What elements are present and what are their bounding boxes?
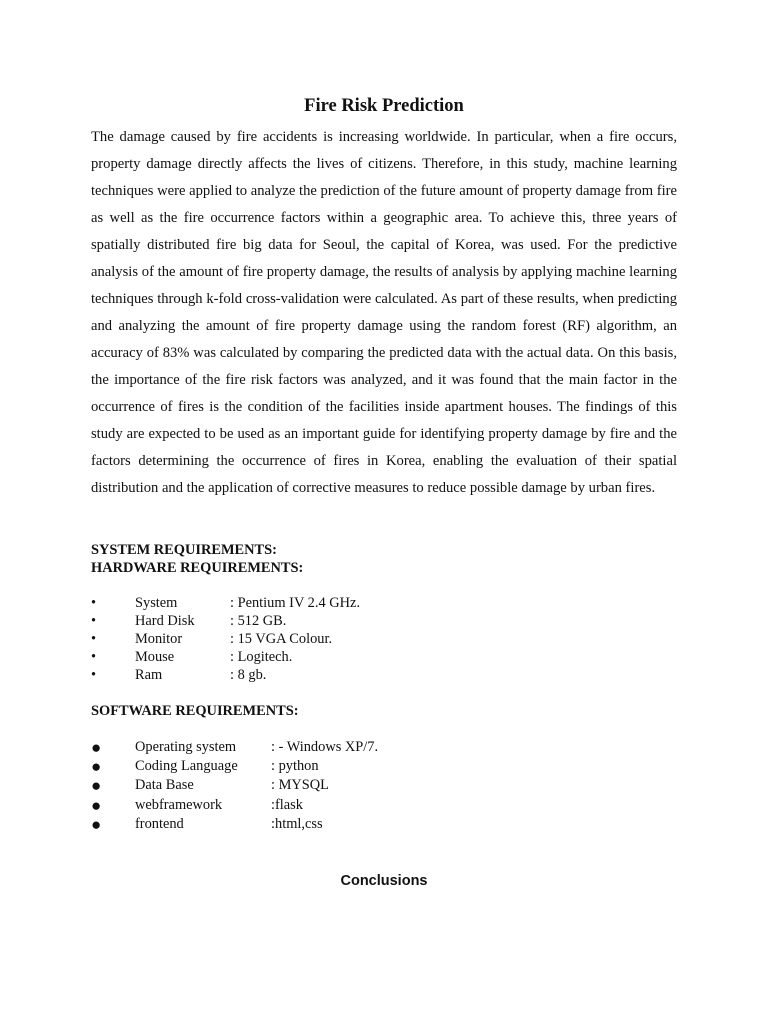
- requirement-value: : MYSQL: [271, 777, 329, 794]
- bullet-icon: ●: [91, 776, 102, 796]
- bullet-icon: •: [91, 649, 97, 665]
- bullet-icon: •: [91, 613, 97, 629]
- requirement-value: : Pentium IV 2.4 GHz.: [230, 595, 361, 611]
- requirement-label: Operating system: [135, 739, 237, 755]
- requirement-label: Coding Language: [135, 758, 238, 775]
- system-requirements-heading: SYSTEM REQUIREMENTS:: [91, 542, 277, 558]
- requirement-label: webframework: [135, 796, 223, 813]
- bullet-icon: •: [91, 631, 97, 647]
- bullet-icon: ●: [91, 795, 102, 815]
- software-requirements-heading: SOFTWARE REQUIREMENTS:: [91, 703, 299, 719]
- requirement-label: Data Base: [135, 777, 194, 794]
- requirement-value: : python: [271, 758, 319, 775]
- bullet-icon: ●: [91, 757, 102, 777]
- requirement-value: : 15 VGA Colour.: [230, 631, 333, 647]
- bullet-icon: •: [91, 667, 97, 683]
- requirement-value: :flask: [271, 796, 303, 813]
- conclusions-heading: Conclusions: [340, 873, 428, 889]
- bullet-icon: •: [91, 595, 97, 611]
- bullet-icon: ●: [91, 738, 102, 757]
- requirement-label: frontend: [135, 815, 184, 832]
- requirement-label: System: [135, 595, 178, 611]
- bullet-icon: ●: [91, 814, 102, 834]
- requirement-value: : - Windows XP/7.: [271, 739, 379, 755]
- requirement-label: Monitor: [135, 631, 183, 647]
- requirement-label: Hard Disk: [135, 613, 195, 629]
- abstract-paragraph: The damage caused by fire accidents is increasing worldwide. In particular, when a fire occurs, property damage directly affects the lives of citizens. Therefore, in this study, machine learning techniques were applied to analyze the prediction of the future amount of property damage from fire as well as the fire occurrence factors within a geographic area. To achieve this, three years of spatially distributed fire big data for Seoul, the capital of Korea, was used. For the predictive analysis of the amount of fire property damage, the results of analysis by applying machine learning techniques through k-fold cross-validation were calculated. As part of these results, when predicting and analyzing the amount of fire property damage using the random forest (RF) algorithm, an accuracy of 83% was calculated by comparing the predicted data with the actual data. On this basis, the importance of the fire risk factors was analyzed, and it was found that the main factor in the occurrence of fires is the condition of the facilities inside apartment houses. The findings of this study are expected to be used as an important guide for identifying property damage by fire and the factors determining the occurrence of fires in Korea, enabling the evaluation of their spatial distribution and the application of corrective measures to reduce possible damage by urban fires.: [91, 129, 677, 496]
- requirement-value: :html,css: [271, 815, 323, 832]
- hardware-requirements-heading: HARDWARE REQUIREMENTS:: [91, 560, 304, 576]
- document-title: Fire Risk Prediction: [304, 96, 464, 116]
- requirement-value: : Logitech.: [230, 649, 293, 665]
- requirement-label: Ram: [135, 667, 163, 683]
- requirement-value: : 512 GB.: [230, 613, 287, 629]
- requirement-label: Mouse: [135, 649, 175, 665]
- requirement-value: : 8 gb.: [230, 667, 267, 683]
